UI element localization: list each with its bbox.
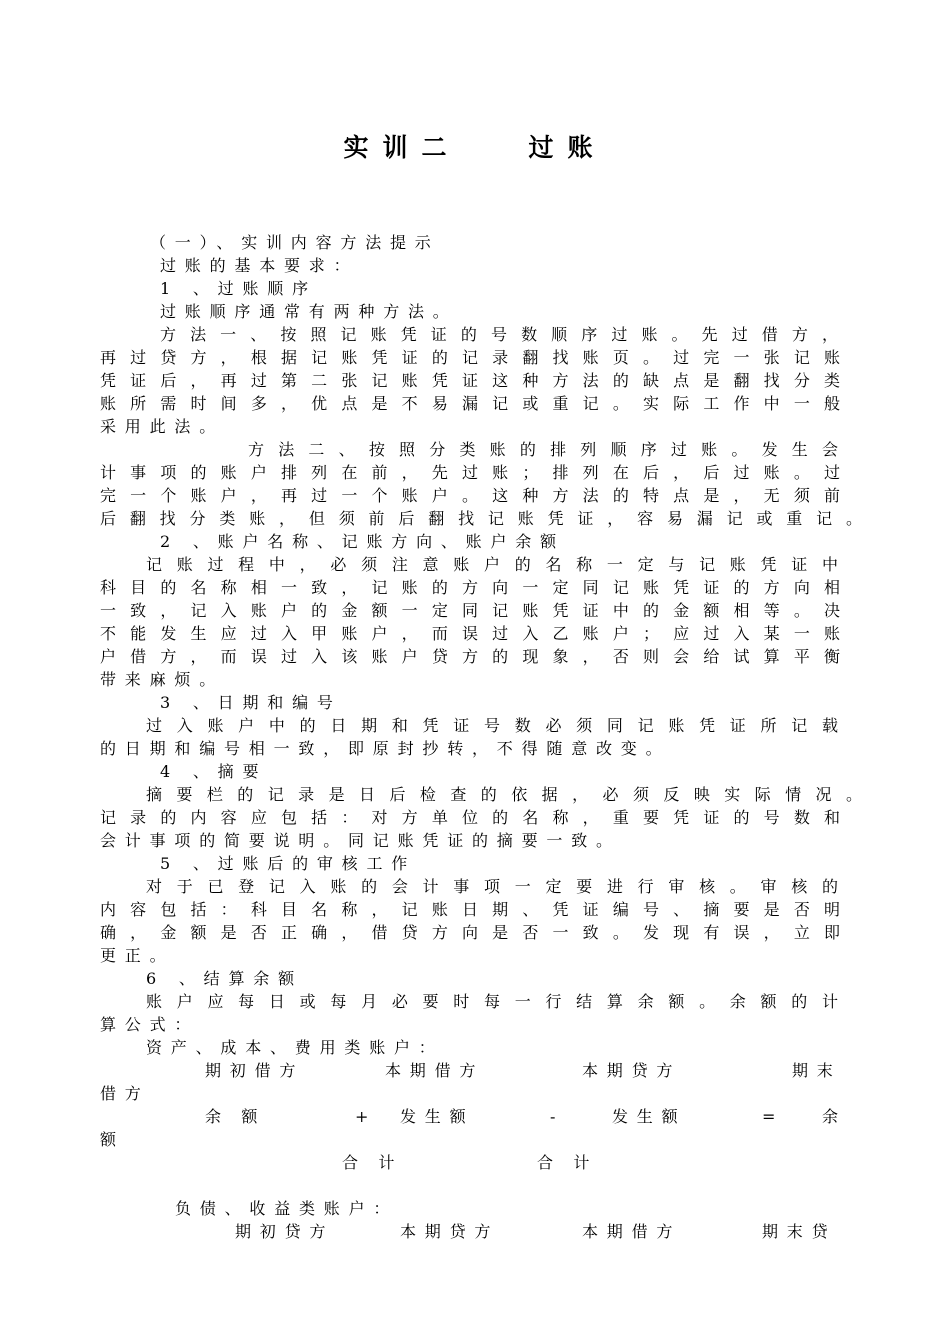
formula-term: 余 额 bbox=[205, 1107, 258, 1126]
item-heading: 4 、摘要 bbox=[160, 762, 268, 781]
text-line: 完一个账户，再过一个账户。这种方法的特点是，无须前 bbox=[100, 486, 840, 505]
text-line: 过入账户中的日期和凭证号数必须同记账凭证所记载 bbox=[146, 716, 838, 735]
formula-term: 余 bbox=[822, 1107, 847, 1126]
formula-term: 发生额 bbox=[400, 1107, 475, 1126]
item-heading: 5 、过账后的审核工作 bbox=[160, 854, 417, 873]
text-line: 摘要栏的记录是日后检查的依据，必须反映实际情况。 bbox=[146, 785, 862, 804]
text-line: 对于已登记入账的会计事项一定要进行审核。审核的 bbox=[146, 877, 838, 896]
formula-header: 期末 bbox=[792, 1061, 842, 1080]
text-line: 带来麻烦。 bbox=[100, 670, 225, 689]
item-heading: 3 、日期和编号 bbox=[160, 693, 342, 712]
text-line: 不能发生应过入甲账户，而误过入乙账户；应过入某一账 bbox=[100, 624, 840, 643]
formula-operator: - bbox=[550, 1107, 565, 1126]
text-line: 资产、成本、费用类账户： bbox=[146, 1038, 444, 1057]
text-line: 的日期和编号相一致，即原封抄转，不得随意改变。 bbox=[100, 739, 671, 758]
formula-header: 本期贷方 bbox=[400, 1222, 500, 1241]
text-line: 科目的名称相一致，记账的方向一定同记账凭证的方向相 bbox=[100, 578, 840, 597]
text-line: 凭证后，再过第二张记账凭证这种方法的缺点是翻找分类 bbox=[100, 371, 840, 390]
formula-header: 本期借方 bbox=[385, 1061, 485, 1080]
text-line: 过账顺序通常有两种方法。 bbox=[160, 302, 458, 321]
text-line: 账所需时间多，优点是不易漏记或重记。实际工作中一般 bbox=[100, 394, 840, 413]
formula-operator: + bbox=[355, 1107, 378, 1126]
section-heading: （一）、实训内容方法提示 bbox=[150, 233, 440, 252]
text-line: 后翻找分类账，但须前后翻找记账凭证，容易漏记或重记。 bbox=[100, 509, 862, 528]
text-line: 额 bbox=[100, 1130, 125, 1149]
text-line: 确，金额是否正确，借贷方向是否一致。发现有误，立即 bbox=[100, 923, 840, 942]
item-heading: 1 、过账顺序 bbox=[160, 279, 317, 298]
formula-header: 期末贷 bbox=[762, 1222, 837, 1241]
item-heading: 6 、结算余额 bbox=[146, 969, 303, 988]
formula-total: 合 计 bbox=[342, 1153, 395, 1172]
text-line: 方法二、按照分类账的排列顺序过账。发生会 bbox=[248, 440, 838, 459]
formula-header: 期初贷方 bbox=[235, 1222, 335, 1241]
text-line: 过账的基本要求： bbox=[160, 256, 359, 275]
text-line: 记账过程中，必须注意账户的名称一定与记账凭证中 bbox=[146, 555, 838, 574]
text-line: 计事项的账户排列在前，先过账；排列在后，后过账。过 bbox=[100, 463, 840, 482]
formula-header: 本期贷方 bbox=[582, 1061, 682, 1080]
formula-term: 发生额 bbox=[612, 1107, 687, 1126]
text-line: 借方 bbox=[100, 1084, 150, 1103]
text-line: 算公式： bbox=[100, 1015, 200, 1034]
text-line: 负债、收益类账户： bbox=[175, 1199, 399, 1218]
text-line: 更正。 bbox=[100, 946, 175, 965]
page-title: 实训二 过账 bbox=[343, 133, 607, 162]
text-line: 内容包括：科目名称，记账日期、凭证编号、摘要是否明 bbox=[100, 900, 840, 919]
text-line: 账户应每日或每月必要时每一行结算余额。余额的计 bbox=[146, 992, 838, 1011]
formula-header: 期初借方 bbox=[205, 1061, 305, 1080]
text-line: 再过贷方，根据记账凭证的记录翻找账页。过完一张记账 bbox=[100, 348, 840, 367]
formula-operator: = bbox=[762, 1107, 785, 1126]
text-line: 记录的内容应包括：对方单位的名称，重要凭证的号数和 bbox=[100, 808, 840, 827]
text-line: 户借方，而误过入该账户贷方的现象，否则会给试算平衡 bbox=[100, 647, 840, 666]
text-line: 会计事项的简要说明。同记账凭证的摘要一致。 bbox=[100, 831, 621, 850]
text-line: 一致，记入账户的金额一定同记账凭证中的金额相等。决 bbox=[100, 601, 840, 620]
text-line: 采用此法。 bbox=[100, 417, 225, 436]
formula-header: 本期借方 bbox=[582, 1222, 682, 1241]
item-heading: 2 、账户名称、记账方向、账户余额 bbox=[160, 532, 565, 551]
text-line: 方法一、按照记账凭证的号数顺序过账。先过借方， bbox=[160, 325, 838, 344]
formula-total: 合 计 bbox=[537, 1153, 590, 1172]
